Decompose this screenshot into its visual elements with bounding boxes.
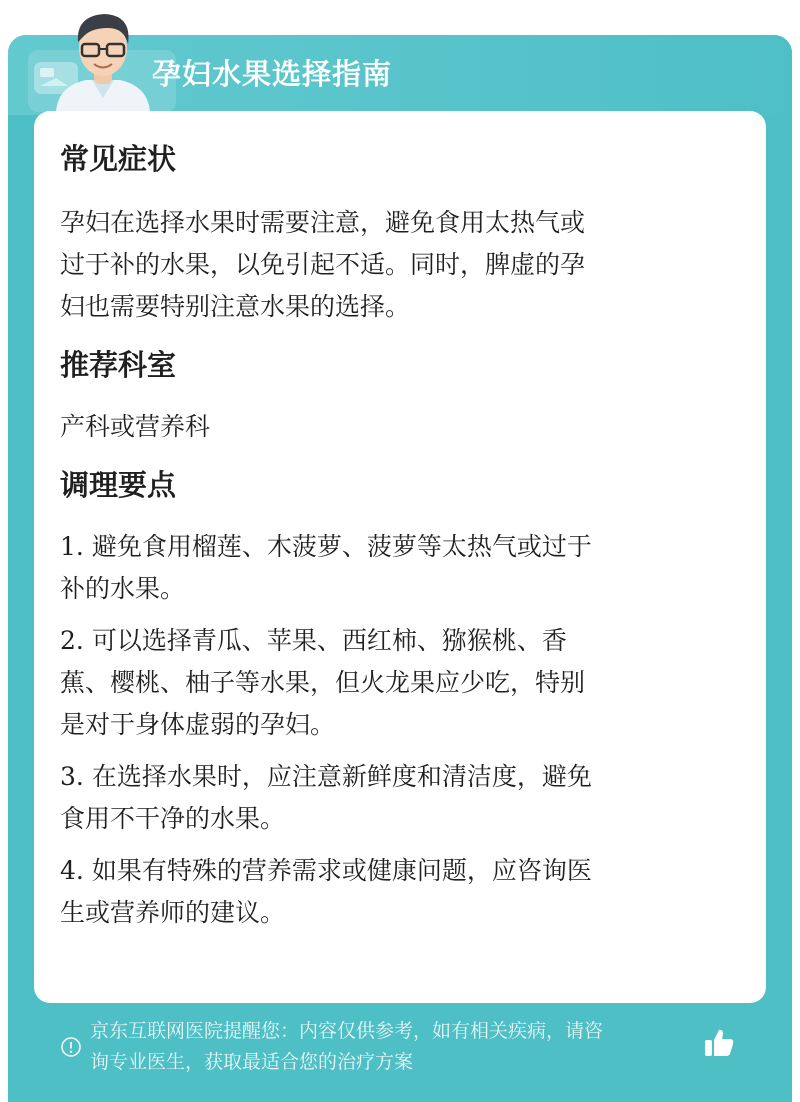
doctor-avatar [48,6,158,112]
disclaimer-text [90,1016,700,1078]
list-text: 生或营养师的建议。 [60,898,286,927]
list-text: 如果有特殊的营养需求或健康问题，应咨询医 [91,856,592,885]
section-heading-department: 推荐科室 [60,348,177,382]
list-number: 1. [60,532,84,561]
disclaimer-line: 京东互联网医院提醒您：内容仅供参考，如有相关疾病，请咨 [90,1020,604,1042]
list-text: 可以选择青瓜、苹果、西红柿、猕猴桃、香 [91,626,567,655]
list-item [60,620,730,746]
list-number: 4. [60,856,84,885]
symptoms-line: 过于补的水果，以免引起不适。同时，脾虚的孕 [60,250,586,279]
thumbs-up-icon[interactable] [702,1026,736,1060]
content [60,136,730,934]
list-text: 食用不干净的水果。 [60,804,286,833]
list-text: 在选择水果时，应注意新鲜度和清洁度，避免 [91,762,592,791]
list-text: 蕉、樱桃、柚子等水果，但火龙果应少吃，特别 [60,668,586,697]
list-number: 3. [60,762,84,791]
section-heading-symptoms: 常见症状 [60,142,177,176]
list-item [60,850,730,934]
list-text: 是对于身体虚弱的孕妇。 [60,710,336,739]
page-title: 孕妇水果选择指南 [152,57,393,91]
section-heading-tips: 调理要点 [60,468,177,502]
list-item [60,756,730,840]
disclaimer-line: 询专业医生，获取最适合您的治疗方案 [90,1051,414,1073]
list-item [60,526,730,610]
list-number: 2. [60,626,84,655]
symptoms-line: 孕妇在选择水果时需要注意，避免食用太热气或 [60,208,586,237]
list-text: 避免食用榴莲、木菠萝、菠萝等太热气或过于 [91,532,592,561]
disclaimer-footer [60,1016,700,1086]
department-text: 产科或营养科 [60,412,211,441]
list-text: 补的水果。 [60,574,186,603]
info-icon [60,1036,82,1058]
symptoms-line: 妇也需要特别注意水果的选择。 [60,292,411,321]
